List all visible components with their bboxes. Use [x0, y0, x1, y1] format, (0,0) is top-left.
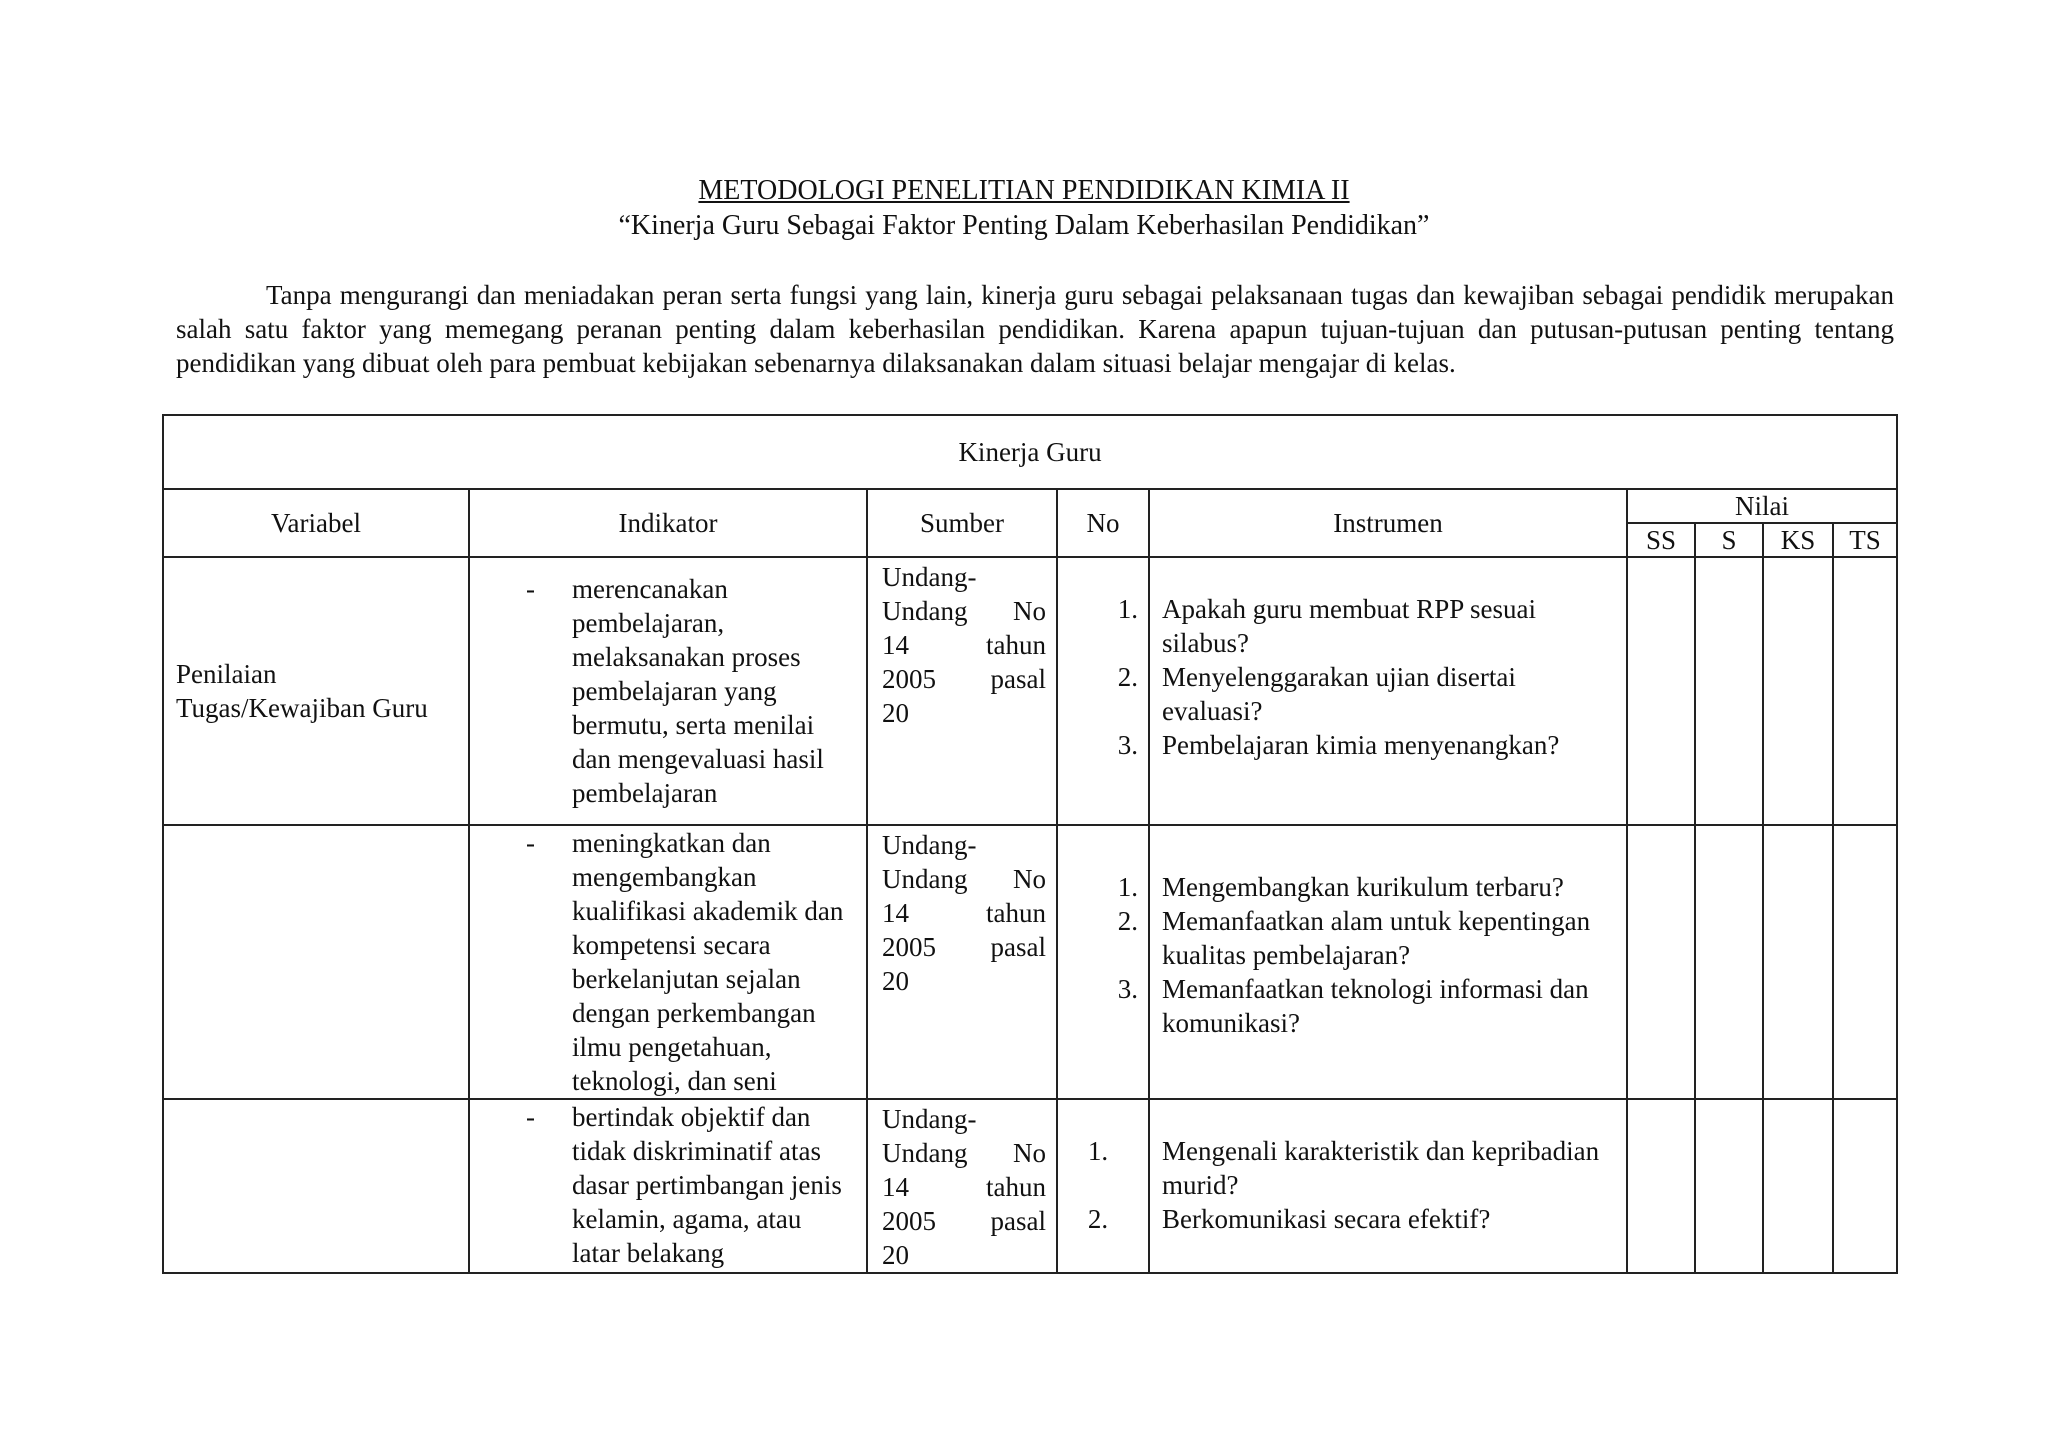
sumber-line: Undang- [882, 1104, 977, 1134]
header-sumber: Sumber [867, 489, 1057, 557]
indikator-dash: - [526, 828, 535, 858]
instrumen-cell [1149, 1099, 1627, 1273]
nilai-ks-cell[interactable] [1763, 557, 1833, 825]
intro-paragraph: Tanpa mengurangi dan meniadakan peran serta fungsi yang lain, kinerja guru sebagai pelaksanaan tugas dan kewajiban sebagai pendidik merupakan salah satu faktor yang memegang peranan penting dalam keberhasilan pendidikan. Karena apapun tujuan-tujuan dan putusan-putusan penting tentang pendidikan yang dibuat oleh para pembuat kebijakan sebenarnya dilaksanakan dalam situasi belajar mengajar di kelas. [176, 280, 1894, 378]
instrumen-item: Pembelajaran kimia menyenangkan? [1162, 730, 1560, 760]
sumber-word: No [1013, 596, 1046, 626]
variabel-cell [163, 825, 469, 1099]
header-nilai: Nilai [1627, 489, 1897, 523]
sumber-cell [867, 1099, 1057, 1273]
indikator-text: merencanakan pembelajaran, melaksanakan proses pembelajaran yang bermutu, serta menilai dan mengevaluasi hasil pembelajaran [572, 574, 824, 808]
item-number: 3. [1117, 730, 1138, 760]
nilai-ss-cell[interactable] [1627, 1099, 1695, 1273]
item-number: 1. [1117, 594, 1138, 624]
indikator-dash: - [526, 1102, 535, 1132]
nilai-ts-cell[interactable] [1833, 825, 1897, 1099]
sumber-word: Undang [882, 1138, 968, 1168]
sumber-word: No [1013, 1138, 1046, 1168]
instrumen-cell [1149, 557, 1627, 825]
header-ss: SS [1627, 523, 1695, 557]
sumber-word: 14 [882, 630, 909, 660]
table-row [163, 825, 1897, 1099]
header-variabel: Variabel [163, 489, 469, 557]
sumber-line: 20 [882, 1240, 909, 1270]
sumber-word: tahun [986, 630, 1046, 660]
sumber-word: 2005 [882, 1206, 936, 1236]
nilai-ts-cell[interactable] [1833, 1099, 1897, 1273]
instrumen-item: Memanfaatkan alam untuk kepentingan kualitas pembelajaran? [1162, 906, 1591, 970]
sumber-word: Undang [882, 864, 968, 894]
header-ts: TS [1833, 523, 1897, 557]
indikator-dash: - [526, 574, 535, 604]
indikator-text: bertindak objektif dan tidak diskriminatif atas dasar pertimbangan jenis kelamin, agama, atau latar belakang [572, 1102, 842, 1268]
variabel-cell [163, 1099, 469, 1273]
nilai-ss-cell[interactable] [1627, 557, 1695, 825]
sumber-line: Undang- [882, 562, 977, 592]
sumber-word: 2005 [882, 932, 936, 962]
header-indikator: Indikator [469, 489, 867, 557]
nilai-ss-cell[interactable] [1627, 825, 1695, 1099]
header-ks: KS [1763, 523, 1833, 557]
no-cell [1057, 557, 1149, 825]
instrumen-cell [1149, 825, 1627, 1099]
instrumen-item: Menyelenggarakan ujian disertai evaluasi? [1162, 662, 1516, 726]
sumber-line: 20 [882, 966, 909, 996]
instrumen-item: Mengembangkan kurikulum terbaru? [1162, 872, 1564, 902]
sumber-word: tahun [986, 898, 1046, 928]
sumber-word: 14 [882, 898, 909, 928]
indikator-cell [469, 557, 867, 825]
indikator-cell [469, 1099, 867, 1273]
document-title: METODOLOGI PENELITIAN PENDIDIKAN KIMIA II [698, 175, 1350, 206]
header-no: No [1057, 489, 1149, 557]
sumber-word: pasal [990, 664, 1046, 694]
no-cell [1057, 1099, 1149, 1273]
nilai-s-cell[interactable] [1695, 557, 1763, 825]
item-number: 1. [1117, 872, 1138, 902]
nilai-ts-cell[interactable] [1833, 557, 1897, 825]
table-row [163, 1099, 1897, 1273]
sumber-cell [867, 557, 1057, 825]
sumber-word: pasal [990, 932, 1046, 962]
nilai-s-cell[interactable] [1695, 825, 1763, 1099]
item-number: 2. [1087, 1204, 1109, 1234]
table-caption: Kinerja Guru [163, 415, 1897, 489]
indikator-cell [469, 825, 867, 1099]
indikator-text: meningkatkan dan mengembangkan kualifikasi akademik dan kompetensi secara berkelanjutan sejalan dengan perkembangan ilmu pengetahuan, teknologi, dan seni [572, 828, 844, 1096]
no-cell [1057, 825, 1149, 1099]
nilai-ks-cell[interactable] [1763, 825, 1833, 1099]
nilai-ks-cell[interactable] [1763, 1099, 1833, 1273]
instrumen-item: Berkomunikasi secara efektif? [1162, 1204, 1491, 1234]
item-number: 1. [1087, 1136, 1109, 1166]
sumber-word: Undang [882, 596, 968, 626]
sumber-line: 20 [882, 698, 909, 728]
sumber-word: tahun [986, 1172, 1046, 1202]
nilai-s-cell[interactable] [1695, 1099, 1763, 1273]
item-number: 2. [1117, 662, 1138, 692]
sumber-line: Undang- [882, 830, 977, 860]
document-subtitle: “Kinerja Guru Sebagai Faktor Penting Dalam Keberhasilan Pendidikan” [618, 210, 1430, 241]
sumber-cell [867, 825, 1057, 1099]
sumber-word: No [1013, 864, 1046, 894]
sumber-word: pasal [990, 1206, 1046, 1236]
instrumen-item: Apakah guru membuat RPP sesuai silabus? [1162, 594, 1536, 658]
item-number: 3. [1117, 974, 1138, 1004]
kinerja-guru-table [162, 414, 1898, 1274]
sumber-word: 14 [882, 1172, 909, 1202]
sumber-word: 2005 [882, 664, 936, 694]
table-row [163, 557, 1897, 825]
header-instrumen: Instrumen [1149, 489, 1627, 557]
item-number: 2. [1117, 906, 1138, 936]
instrumen-item: Mengenali karakteristik dan kepribadian murid? [1162, 1136, 1600, 1200]
header-s: S [1695, 523, 1763, 557]
instrumen-item: Memanfaatkan teknologi informasi dan komunikasi? [1162, 974, 1589, 1038]
variabel-cell: Penilaian Tugas/Kewajiban Guru [163, 557, 469, 825]
